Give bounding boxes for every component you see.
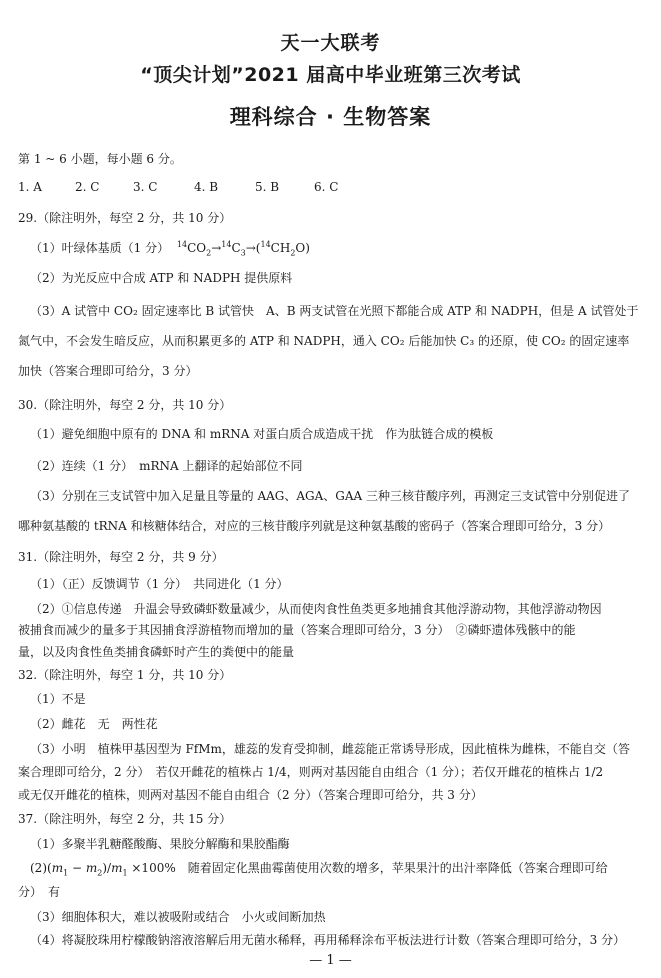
q31-answer-2-line-3: 量，以及肉食性鱼类捕食磷虾时产生的粪便中的能量 (18, 645, 295, 659)
q32-answer-2: （2）雌花 无 两性花 (30, 717, 158, 731)
choice-answer-1: 1. A (18, 180, 42, 194)
q29-carbon-pathway: $^{14}CO_2\to^{14}C_3\to(^{14}CH_2O)$ (176, 240, 310, 258)
q31-answer-1: （1）（正）反馈调节（1 分） 共同进化（1 分） (30, 577, 289, 591)
q32-header: 32.（除注明外，每空 1 分，共 10 分） (18, 668, 232, 682)
q37-answer-1: （1）多聚半乳糖醛酸酶、果胶分解酶和果胶酯酶 (30, 837, 290, 851)
q31-header: 31.（除注明外，每空 2 分，共 9 分） (18, 550, 224, 564)
choice-answer-4: 4. B (194, 180, 219, 194)
q31-answer-2-line-2: 被捕食而减少的量多于其因捕食浮游植物而增加的量（答案合理即可给分，3 分） ②磷虾遗体残骸中的能 (18, 623, 576, 637)
choice-answer-5: 5. B (255, 180, 280, 194)
q32-answer-3-line-2: 案合理即可给分，2 分） 若仅开雌花的植株占 1/4，则两对基因能自由组合（1 分）；若仅开雌花的植株占 1/2 (18, 765, 604, 779)
q31-answer-2-line-1: （2）①信息传递 升温会导致磷虾数量减少，从而使肉食性鱼类更多地捕食其他浮游动物，其他浮游动物因 (30, 602, 602, 616)
q30-answer-3-line-1: （3）分别在三支试管中加入足量且等量的 AAG、AGA、GAA 三种三核苷酸序列，再测定三支试管中分别促进了 (30, 489, 631, 503)
q29-answer-3-line-3: 加快（答案合理即可给分，3 分） (18, 364, 198, 378)
choice-answer-6: 6. C (314, 180, 339, 194)
q29-answer-3-line-1: （3）A 试管中 CO₂ 固定速率比 B 试管快 A、B 两支试管在光照下都能合成 ATP 和 NADPH，但是 A 试管处于 (30, 304, 639, 318)
subject-title: 理科综合 · 生物答案 (229, 105, 432, 129)
exam-name: 天一大联考 (280, 32, 381, 54)
q37-header: 37.（除注明外，每空 2 分，共 15 分） (18, 812, 232, 826)
q30-answer-2: （2）连续（1 分） mRNA 上翻译的起始部位不同 (30, 459, 303, 473)
q37-answer-3: （3）细胞体积大，难以被吸附或结合 小火或间断加热 (30, 910, 326, 924)
q37-answer-2-line-1 (30, 860, 608, 876)
q29-answer-1-text: （1）叶绿体基质（1 分） (30, 241, 170, 255)
q29-answer-3-line-2: 氮气中，不会发生暗反应，从而积累更多的 ATP 和 NADPH，通入 CO₂ 后能加快 C₃ 的还原，使 CO₂ 的固定速率 (18, 334, 630, 348)
page-number: — 1 — (309, 953, 352, 968)
q29-answer-1 (30, 240, 310, 256)
choice-answer-3: 3. C (133, 180, 158, 194)
choice-answer-2: 2. C (75, 180, 100, 194)
q32-answer-3-line-3: 或无仅开雌花的植株，则两对基因不能自由组合（2 分）（答案合理即可给分，共 3 分） (18, 788, 483, 802)
q30-answer-1: （1）避免细胞中原有的 DNA 和 mRNA 对蛋白质合成造成干扰 作为肽链合成的模板 (30, 427, 494, 441)
q29-answer-2: （2）为光反应中合成 ATP 和 NADPH 提供原料 (30, 271, 293, 285)
exam-title: “顶尖计划”2021 届高中毕业班第三次考试 (140, 64, 521, 86)
q29-header: 29.（除注明外，每空 2 分，共 10 分） (18, 211, 232, 225)
q37-answer-4: （4）将凝胶珠用柠檬酸钠溶液溶解后用无菌水稀释，再用稀释涂布平板法进行计数（答案合理即可给分，3 分） (30, 933, 626, 947)
choice-intro: 第 1 ~ 6 小题，每小题 6 分。 (18, 152, 182, 166)
q30-header: 30.（除注明外，每空 2 分，共 10 分） (18, 398, 232, 412)
q32-answer-1: （1）不是 (30, 692, 86, 706)
q37-answer-2-line-2: 分） 有 (18, 885, 61, 899)
q37-juice-yield-formula: $(2)(m_1 - m_2)/m_1 \times 100\%$ (30, 861, 176, 878)
q30-answer-3-line-2: 哪种氨基酸的 tRNA 和核糖体结合，对应的三核苷酸序列就是这种氨基酸的密码子（答案合理即可给分，3 分） (18, 519, 611, 533)
q37-answer-2-text: 随着固定化黑曲霉菌使用次数的增多，苹果果汁的出汁率降低（答案合理即可给 (175, 861, 608, 875)
q32-answer-3-line-1: （3）小明 植株甲基因型为 FfMm，雄蕊的发育受抑制，雌蕊能正常诱导形成，因此植株为雌株，不能自交（答 (30, 742, 630, 756)
